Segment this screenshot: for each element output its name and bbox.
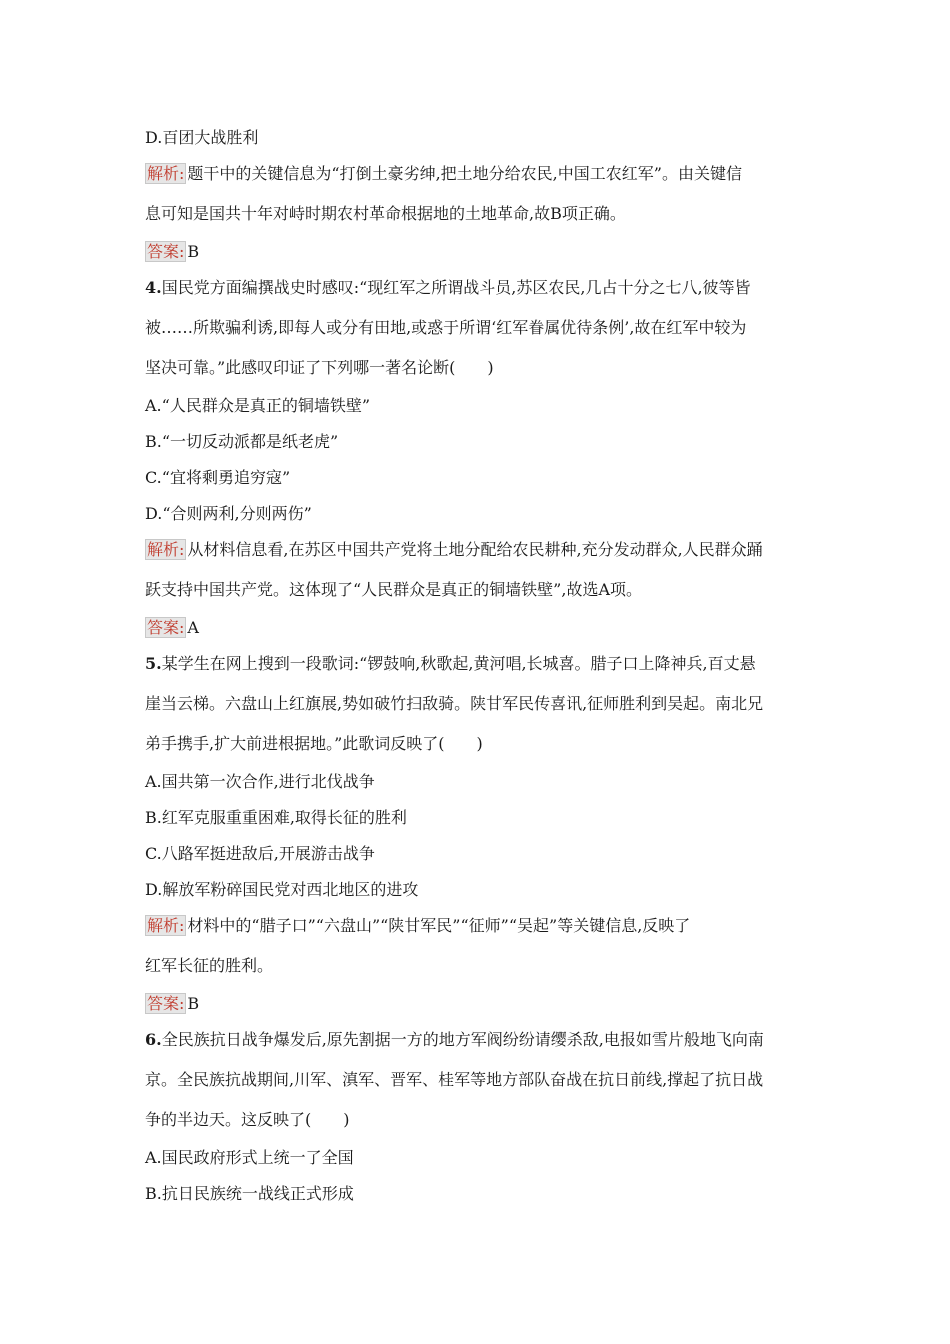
q4-stem-line-2: 被……所欺骗利诱,即每人或分有田地,或惑于所谓‘红军眷属优待条例’,故在红军中较为 <box>145 318 747 337</box>
question-number: 5. <box>145 654 162 673</box>
analysis-text: 材料中的“腊子口”“六盘山”“陕甘军民”“征师”“吴起”等关键信息,反映了 <box>187 916 691 935</box>
q6-option-a: A.国民政府形式上统一了全国 <box>145 1148 354 1167</box>
q4-option-b: B.“一切反动派都是纸老虎” <box>145 432 339 451</box>
q3-analysis-line-2: 息可知是国共十年对峙时期农村革命根据地的土地革命,故B项正确。 <box>145 204 626 223</box>
q4-analysis-line-2: 跃支持中国共产党。这体现了“人民群众是真正的铜墙铁壁”,故选A项。 <box>145 580 643 599</box>
q4-option-a: A.“人民群众是真正的铜墙铁壁” <box>145 396 371 415</box>
q5-option-c: C.八路军挺进敌后,开展游击战争 <box>145 844 375 863</box>
stem-text: 某学生在网上搜到一段歌词:“锣鼓响,秋歌起,黄河唱,长城喜。腊子口上降神兵,百丈悬 <box>161 654 756 673</box>
q4-answer <box>145 618 199 638</box>
q5-option-a: A.国共第一次合作,进行北伐战争 <box>145 772 375 791</box>
q5-stem-line-1 <box>145 654 756 674</box>
q5-stem-line-3: 弟手携手,扩大前进根据地。”此歌词反映了( ) <box>145 734 483 753</box>
q3-answer <box>145 242 199 262</box>
q4-option-d: D.“合则两利,分则两伤” <box>145 504 312 523</box>
question-number: 4. <box>145 278 162 297</box>
answer-tag: 答案: <box>147 618 185 637</box>
q5-stem-line-2: 崖当云梯。六盘山上红旗展,势如破竹扫敌骑。陕甘军民传喜讯,征师胜利到吴起。南北兄 <box>145 694 764 713</box>
q6-stem-line-1 <box>145 1030 764 1050</box>
q5-answer <box>145 994 199 1014</box>
q3-option-d: D.百团大战胜利 <box>145 128 259 147</box>
answer-value: B <box>187 994 200 1013</box>
q6-option-b: B.抗日民族统一战线正式形成 <box>145 1184 354 1203</box>
q4-stem-line-3: 坚决可靠。”此感叹印证了下列哪一著名论断( ) <box>145 358 494 377</box>
q3-analysis-line-1 <box>145 164 742 184</box>
q5-analysis-line-2: 红军长征的胜利。 <box>145 956 274 975</box>
stem-text: 国民党方面编撰战史时感叹:“现红军之所谓战斗员,苏区农民,几占十分之七八,彼等皆 <box>161 278 751 297</box>
stem-text: 全民族抗日战争爆发后,原先割据一方的地方军阀纷纷请缨杀敌,电报如雪片般地飞向南 <box>161 1030 764 1049</box>
q5-option-d: D.解放军粉碎国民党对西北地区的进攻 <box>145 880 419 899</box>
analysis-tag: 解析: <box>147 540 185 559</box>
answer-value: B <box>187 242 200 261</box>
answer-tag: 答案: <box>147 242 185 261</box>
q5-analysis-line-1 <box>145 916 690 936</box>
answer-value: A <box>187 618 199 637</box>
question-number: 6. <box>145 1030 162 1049</box>
q6-stem-line-3: 争的半边天。这反映了( ) <box>145 1110 350 1129</box>
analysis-text: 题干中的关键信息为“打倒土豪劣绅,把土地分给农民,中国工农红军”。由关键信 <box>187 164 742 183</box>
q4-analysis-line-1 <box>145 540 763 560</box>
answer-tag: 答案: <box>147 994 185 1013</box>
q4-option-c: C.“宜将剩勇追穷寇” <box>145 468 291 487</box>
analysis-tag: 解析: <box>147 916 185 935</box>
q6-stem-line-2: 京。全民族抗战期间,川军、滇军、晋军、桂军等地方部队奋战在抗日前线,撑起了抗日战 <box>145 1070 764 1089</box>
q5-option-b: B.红军克服重重困难,取得长征的胜利 <box>145 808 407 827</box>
analysis-text: 从材料信息看,在苏区中国共产党将土地分配给农民耕种,充分发动群众,人民群众踊 <box>187 540 763 559</box>
analysis-tag: 解析: <box>147 164 185 183</box>
q4-stem-line-1 <box>145 278 751 298</box>
